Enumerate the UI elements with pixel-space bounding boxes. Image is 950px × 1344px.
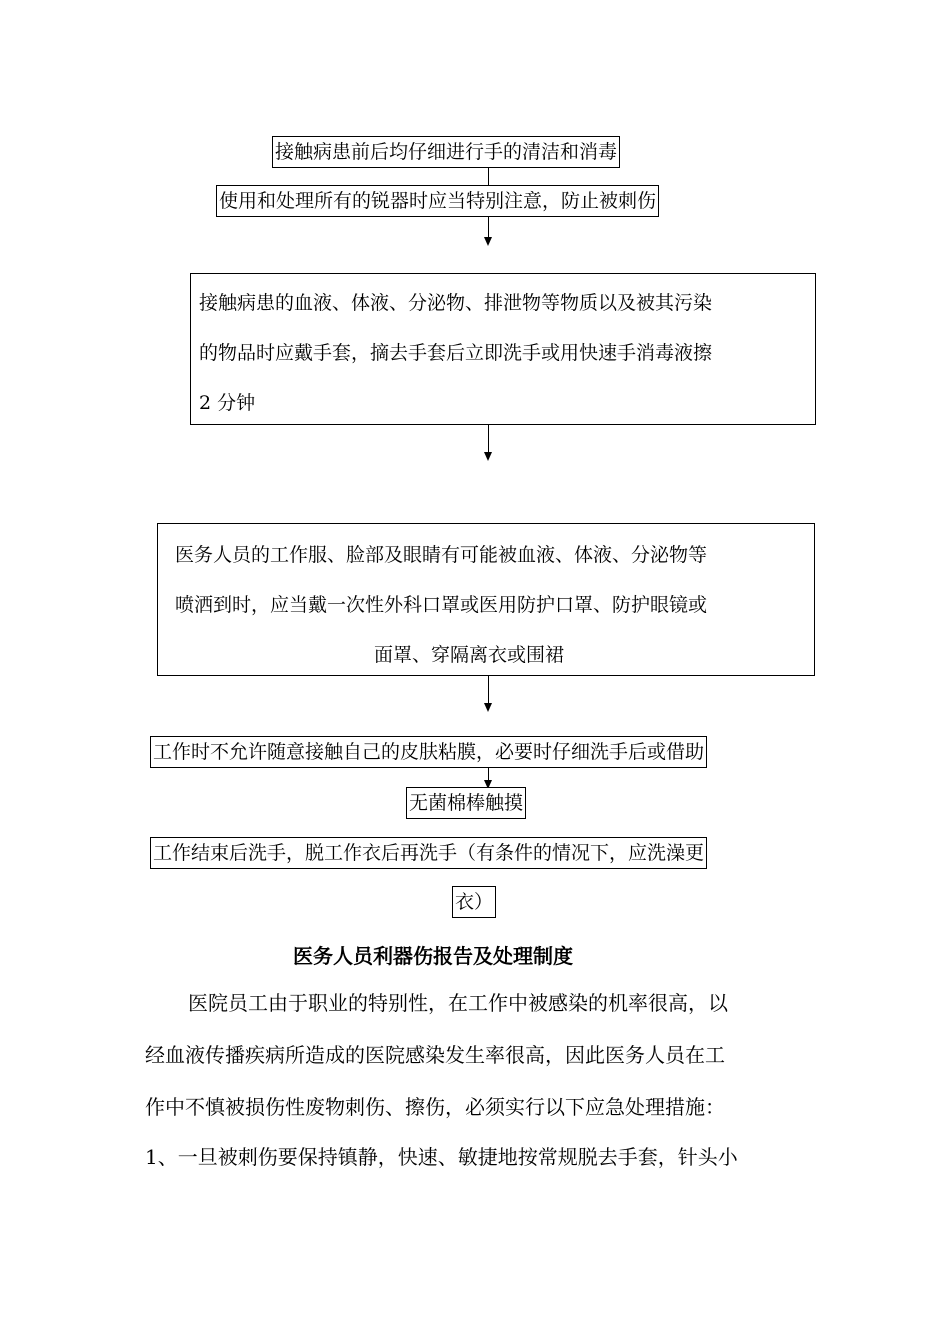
flow-step-no-touch-cont: 无菌棉棒触摸 xyxy=(406,787,526,819)
arrow-down-icon xyxy=(484,703,492,712)
connector-line xyxy=(488,425,489,453)
flow-step-gloves-line: 2 分钟 xyxy=(199,392,256,414)
flow-step-gloves xyxy=(190,273,816,425)
section-title: 医务人员利器伤报告及处理制度 xyxy=(293,944,573,968)
connector-line xyxy=(488,676,489,704)
flow-step-protective-gear xyxy=(157,523,815,676)
flow-step-protective-gear-line: 面罩、穿隔离衣或围裙 xyxy=(374,644,565,666)
paragraph-line: 1、一旦被刺伤要保持镇静，快速、敏捷地按常规脱去手套，针头小 xyxy=(145,1145,738,1169)
flow-step-protective-gear-line: 喷洒到时，应当戴一次性外科口罩或医用防护口罩、防护眼镜或 xyxy=(175,594,708,616)
flow-step-hand-hygiene: 接触病患前后均仔细进行手的清洁和消毒 xyxy=(272,136,620,168)
flow-step-gloves-line: 的物品时应戴手套，摘去手套后立即洗手或用快速手消毒液擦 xyxy=(199,342,713,364)
paragraph-line: 经血液传播疾病所造成的医院感染发生率很高，因此医务人员在工 xyxy=(145,1043,725,1067)
flow-step-sharps-caution: 使用和处理所有的锐器时应当特别注意，防止被刺伤 xyxy=(216,185,659,217)
arrow-down-icon xyxy=(484,237,492,246)
flow-step-protective-gear-line: 医务人员的工作服、脸部及眼睛有可能被血液、体液、分泌物等 xyxy=(175,544,708,566)
arrow-down-icon xyxy=(484,452,492,461)
flow-step-after-work: 工作结束后洗手，脱工作衣后再洗手（有条件的情况下，应洗澡更 xyxy=(150,837,707,869)
paragraph-line: 作中不慎被损伤性废物刺伤、擦伤，必须实行以下应急处理措施： xyxy=(145,1095,725,1119)
flow-step-no-touch: 工作时不允许随意接触自己的皮肤粘膜，必要时仔细洗手后或借助 xyxy=(150,736,707,768)
flow-step-after-work-cont: 衣） xyxy=(452,886,496,918)
paragraph-line: 医院员工由于职业的特别性，在工作中被感染的机率很高，以 xyxy=(188,991,728,1015)
flow-step-gloves-line: 接触病患的血液、体液、分泌物、排泄物等物质以及被其污染 xyxy=(199,292,713,314)
